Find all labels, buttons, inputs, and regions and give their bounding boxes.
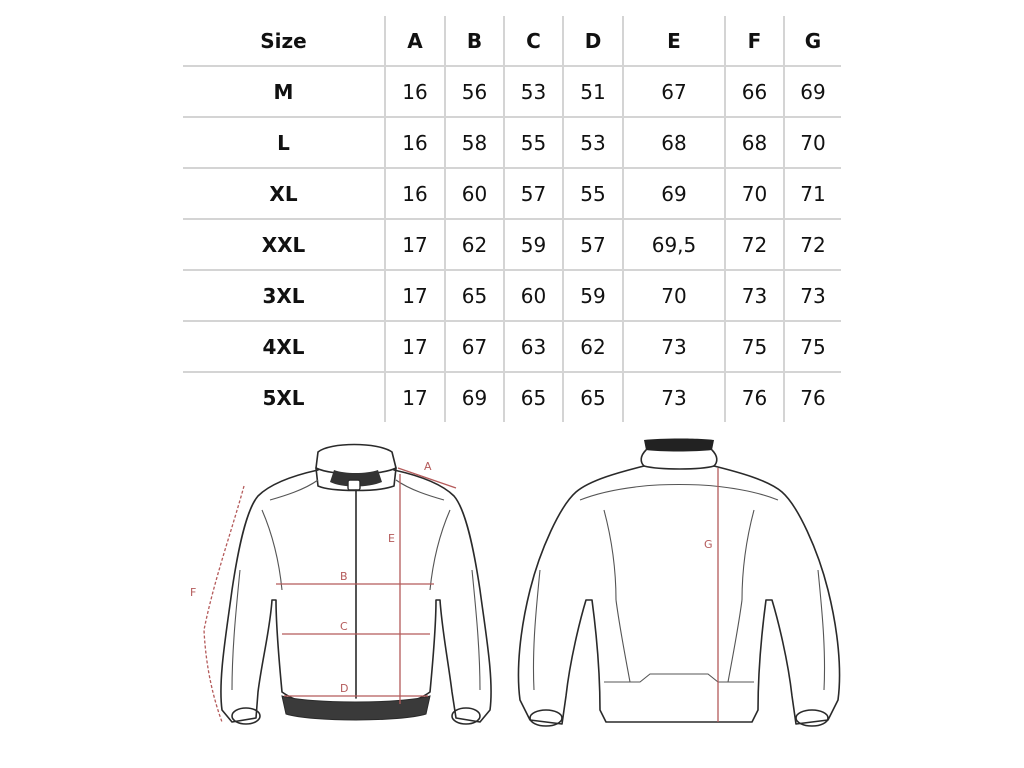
value-cell: 62	[563, 321, 623, 372]
value-cell: 55	[563, 168, 623, 219]
label-f: F	[190, 586, 197, 599]
value-cell: 60	[504, 270, 563, 321]
label-d: D	[340, 682, 349, 695]
value-cell: 16	[385, 117, 445, 168]
value-cell: 76	[725, 372, 784, 422]
value-cell: 68	[623, 117, 725, 168]
value-cell: 16	[385, 66, 445, 117]
table-row	[183, 117, 841, 168]
value-cell: 59	[563, 270, 623, 321]
header-a: A	[385, 16, 445, 66]
label-b: B	[340, 570, 348, 583]
value-cell: 73	[623, 321, 725, 372]
table-row	[183, 270, 841, 321]
table-header-row	[183, 16, 841, 66]
size-cell: 3XL	[183, 270, 385, 321]
value-cell: 71	[784, 168, 841, 219]
label-a: A	[424, 460, 432, 473]
value-cell: 70	[725, 168, 784, 219]
value-cell: 70	[784, 117, 841, 168]
value-cell: 73	[725, 270, 784, 321]
value-cell: 53	[563, 117, 623, 168]
value-cell: 72	[725, 219, 784, 270]
value-cell: 68	[725, 117, 784, 168]
label-c: C	[340, 620, 348, 633]
value-cell: 60	[445, 168, 504, 219]
value-cell: 53	[504, 66, 563, 117]
value-cell: 17	[385, 321, 445, 372]
table-row	[183, 168, 841, 219]
measure-e	[388, 474, 400, 704]
measure-f	[190, 486, 244, 722]
table-row	[183, 321, 841, 372]
measure-g	[704, 468, 718, 722]
value-cell: 75	[784, 321, 841, 372]
table-row	[183, 66, 841, 117]
measure-b	[276, 570, 434, 584]
value-cell: 17	[385, 219, 445, 270]
size-cell: XXL	[183, 219, 385, 270]
value-cell: 65	[563, 372, 623, 422]
header-e: E	[623, 16, 725, 66]
value-cell: 67	[445, 321, 504, 372]
size-cell: 5XL	[183, 372, 385, 422]
value-cell: 67	[623, 66, 725, 117]
value-cell: 17	[385, 270, 445, 321]
size-cell: 4XL	[183, 321, 385, 372]
size-cell: M	[183, 66, 385, 117]
value-cell: 57	[563, 219, 623, 270]
value-cell: 62	[445, 219, 504, 270]
size-chart-table	[183, 16, 841, 422]
value-cell: 51	[563, 66, 623, 117]
value-cell: 76	[800, 385, 826, 410]
value-cell: 63	[504, 321, 563, 372]
value-cell: 17	[385, 372, 445, 422]
jacket-back-illustration	[518, 439, 839, 727]
value-cell: 72	[784, 219, 841, 270]
value-cell: 58	[445, 117, 504, 168]
value-cell: 65	[445, 270, 504, 321]
value-cell: 73	[784, 270, 841, 321]
value-cell: 16	[385, 168, 445, 219]
table-row	[183, 372, 841, 422]
size-cell: XL	[183, 168, 385, 219]
value-cell: 69	[784, 66, 841, 117]
header-d: D	[563, 16, 623, 66]
value-cell: 65	[504, 372, 563, 422]
size-cell: L	[183, 117, 385, 168]
label-e: E	[388, 532, 395, 545]
value-cell: 69	[623, 168, 725, 219]
value-cell: 75	[725, 321, 784, 372]
value-cell: 70	[623, 270, 725, 321]
label-g: G	[704, 538, 713, 551]
header-b: B	[445, 16, 504, 66]
header-g: G	[784, 16, 841, 66]
value-cell: 55	[504, 117, 563, 168]
measure-a	[398, 460, 456, 488]
value-cell: 69,5	[623, 219, 725, 270]
value-cell: 56	[445, 66, 504, 117]
value-cell: 73	[623, 372, 725, 422]
header-size: Size	[183, 16, 385, 66]
header-c: C	[504, 16, 563, 66]
value-cell: 57	[504, 168, 563, 219]
jacket-diagram	[0, 430, 1024, 768]
header-f: F	[725, 16, 784, 66]
value-cell: 69	[445, 372, 504, 422]
value-cell: 59	[504, 219, 563, 270]
value-cell: 66	[725, 66, 784, 117]
table-row	[183, 219, 841, 270]
